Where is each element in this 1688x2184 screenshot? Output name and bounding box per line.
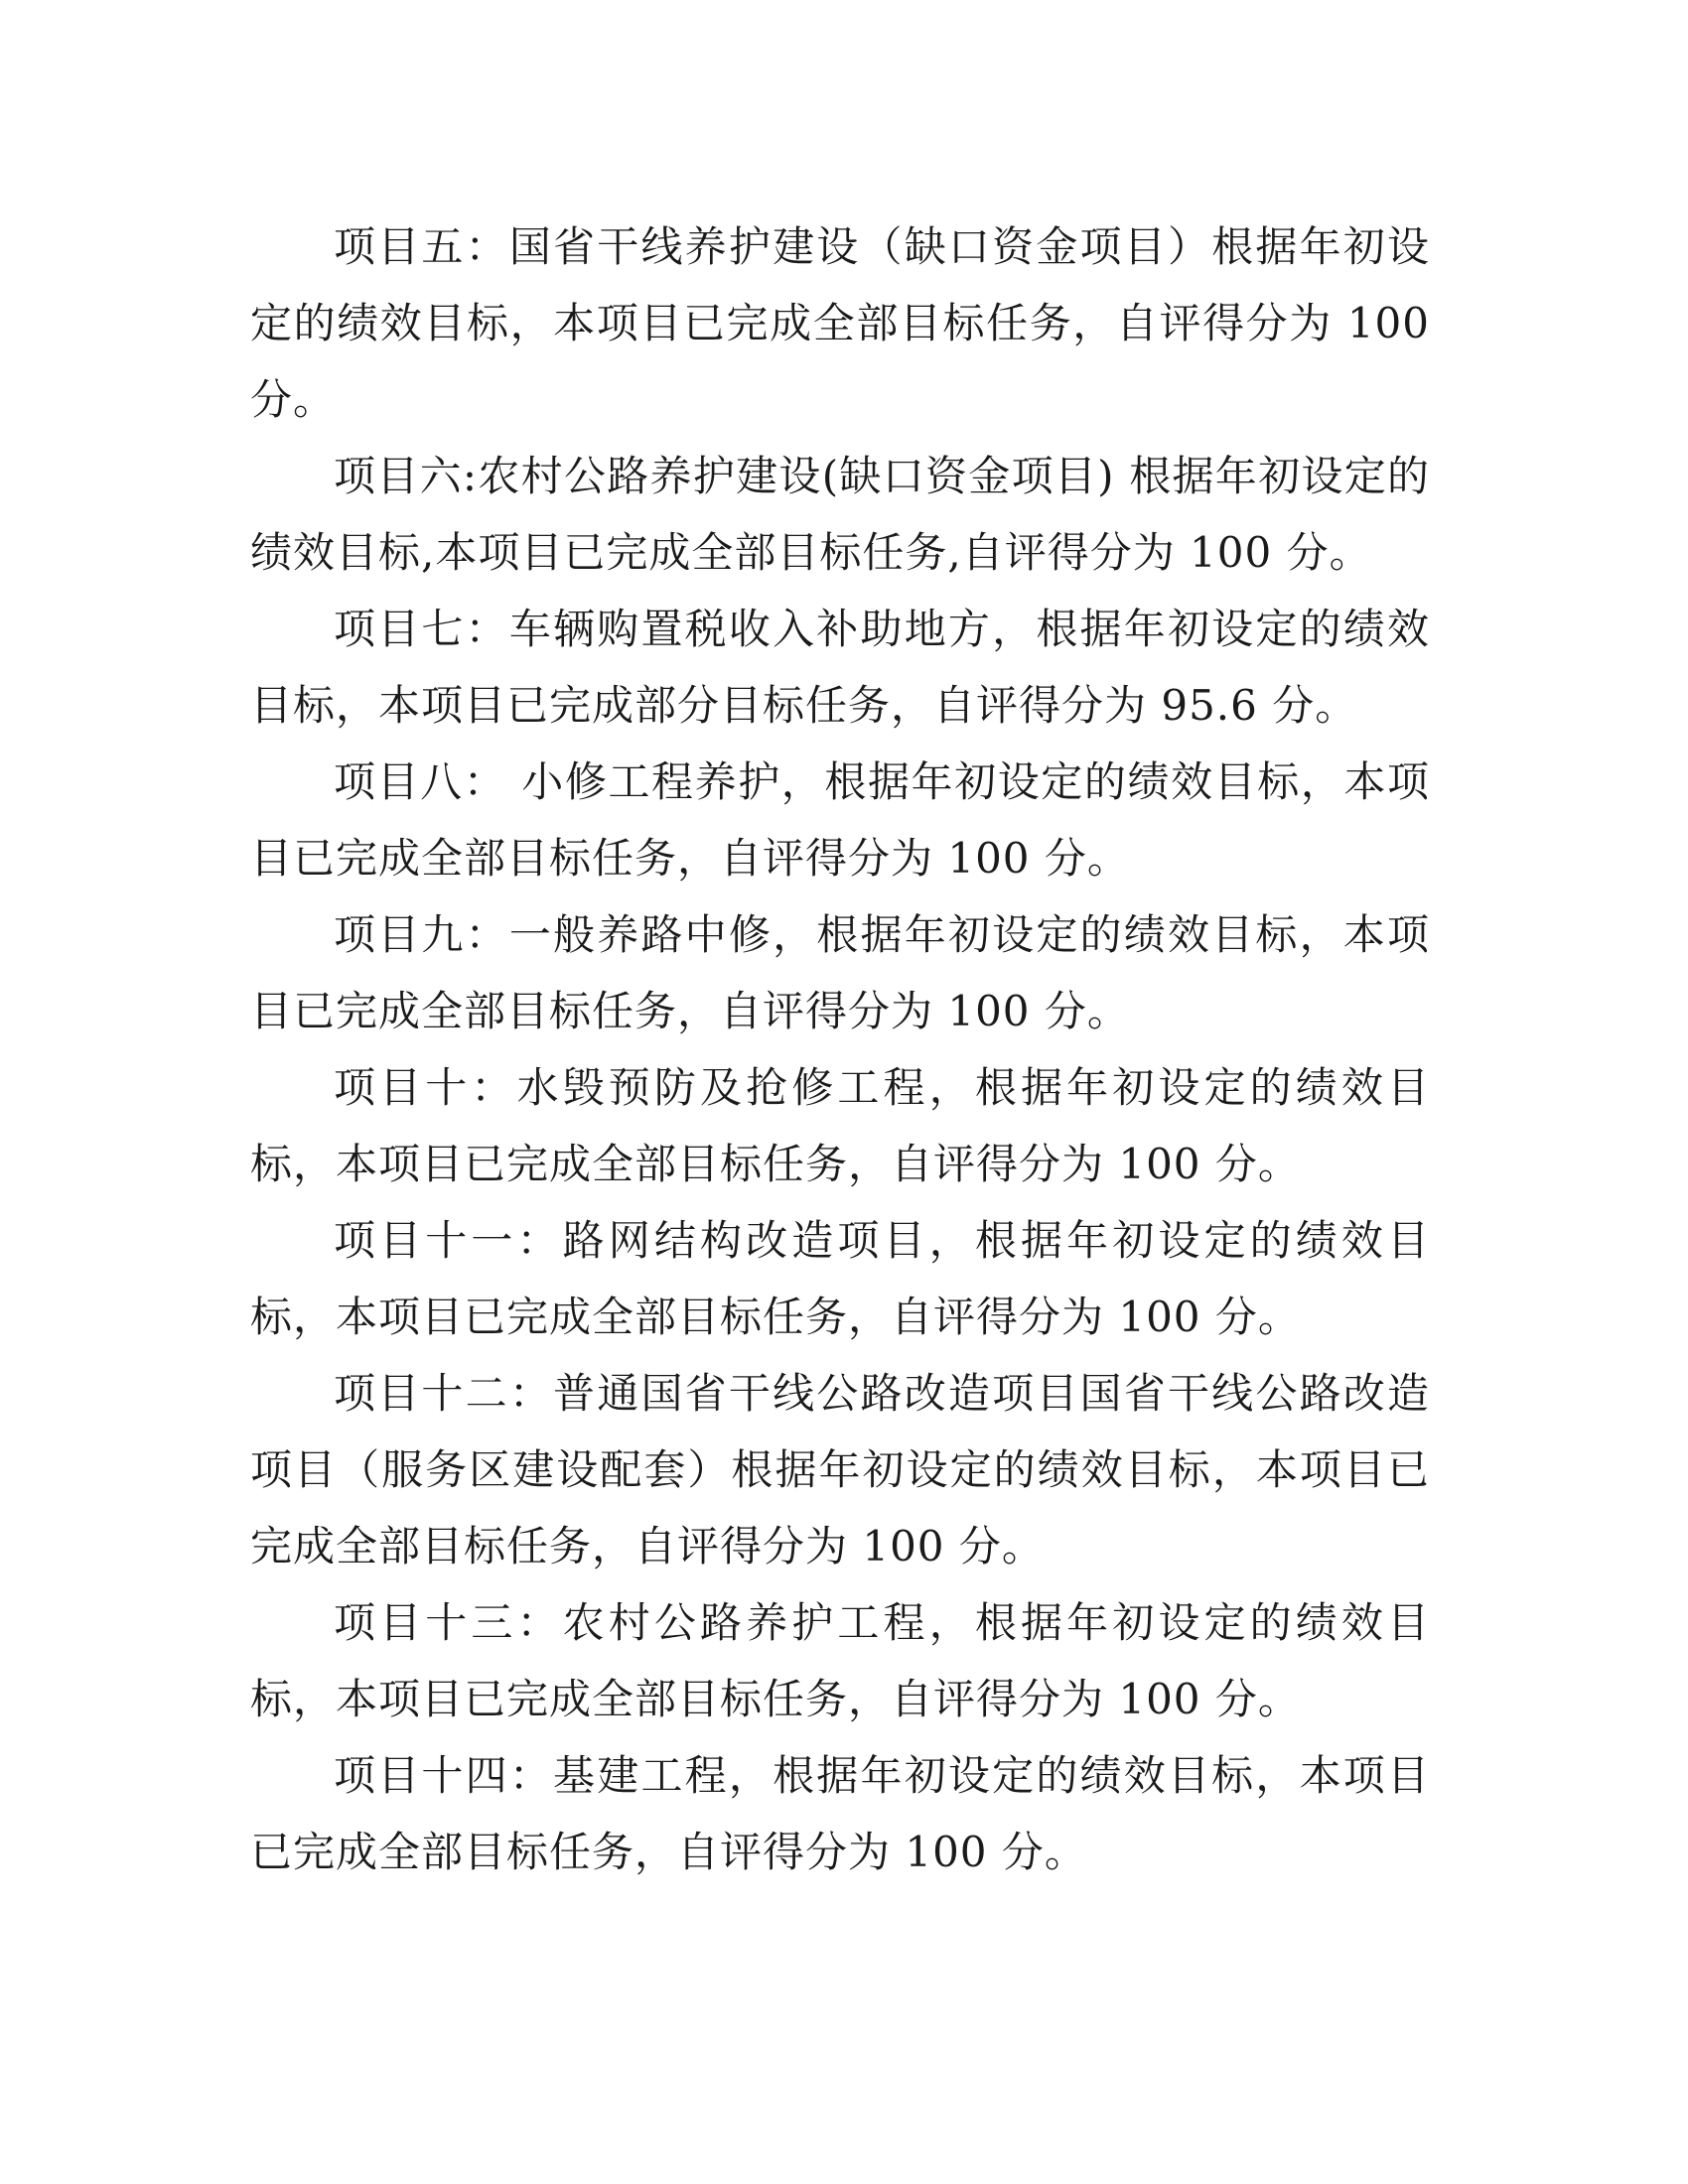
paragraph-project-6: 项目六:农村公路养护建设(缺口资金项目) 根据年初设定的绩效目标,本项目已完成全部目标任务,自评得分为 100 分。 (250, 452, 1430, 577)
paragraph-project-9: 项目九：一般养路中修，根据年初设定的绩效目标，本项目已完成全部目标任务，自评得分为 100 分。 (250, 910, 1430, 1035)
paragraph-project-5: 项目五：国省干线养护建设（缺口资金项目）根据年初设定的绩效目标，本项目已完成全部目标任务，自评得分为 100 分。 (250, 222, 1430, 424)
paragraph-project-14: 项目十四：基建工程，根据年初设定的绩效目标，本项目已完成全部目标任务，自评得分为 100 分。 (250, 1751, 1430, 1876)
paragraph-project-12: 项目十二：普通国省干线公路改造项目国省干线公路改造项目（服务区建设配套）根据年初设定的绩效目标，本项目已完成全部目标任务，自评得分为 100 分。 (250, 1369, 1430, 1570)
document-page (250, 208, 1430, 1890)
paragraph-project-13: 项目十三：农村公路养护工程，根据年初设定的绩效目标，本项目已完成全部目标任务，自评得分为 100 分。 (250, 1598, 1430, 1723)
paragraph-project-11: 项目十一：路网结构改造项目，根据年初设定的绩效目标，本项目已完成全部目标任务，自评得分为 100 分。 (250, 1216, 1430, 1341)
paragraph-project-10: 项目十：水毁预防及抢修工程，根据年初设定的绩效目标，本项目已完成全部目标任务，自评得分为 100 分。 (250, 1063, 1430, 1188)
paragraph-project-8: 项目八： 小修工程养护，根据年初设定的绩效目标，本项目已完成全部目标任务，自评得分为 100 分。 (250, 757, 1430, 883)
paragraph-project-7: 项目七：车辆购置税收入补助地方，根据年初设定的绩效目标，本项目已完成部分目标任务，自评得分为 95.6 分。 (250, 605, 1430, 730)
